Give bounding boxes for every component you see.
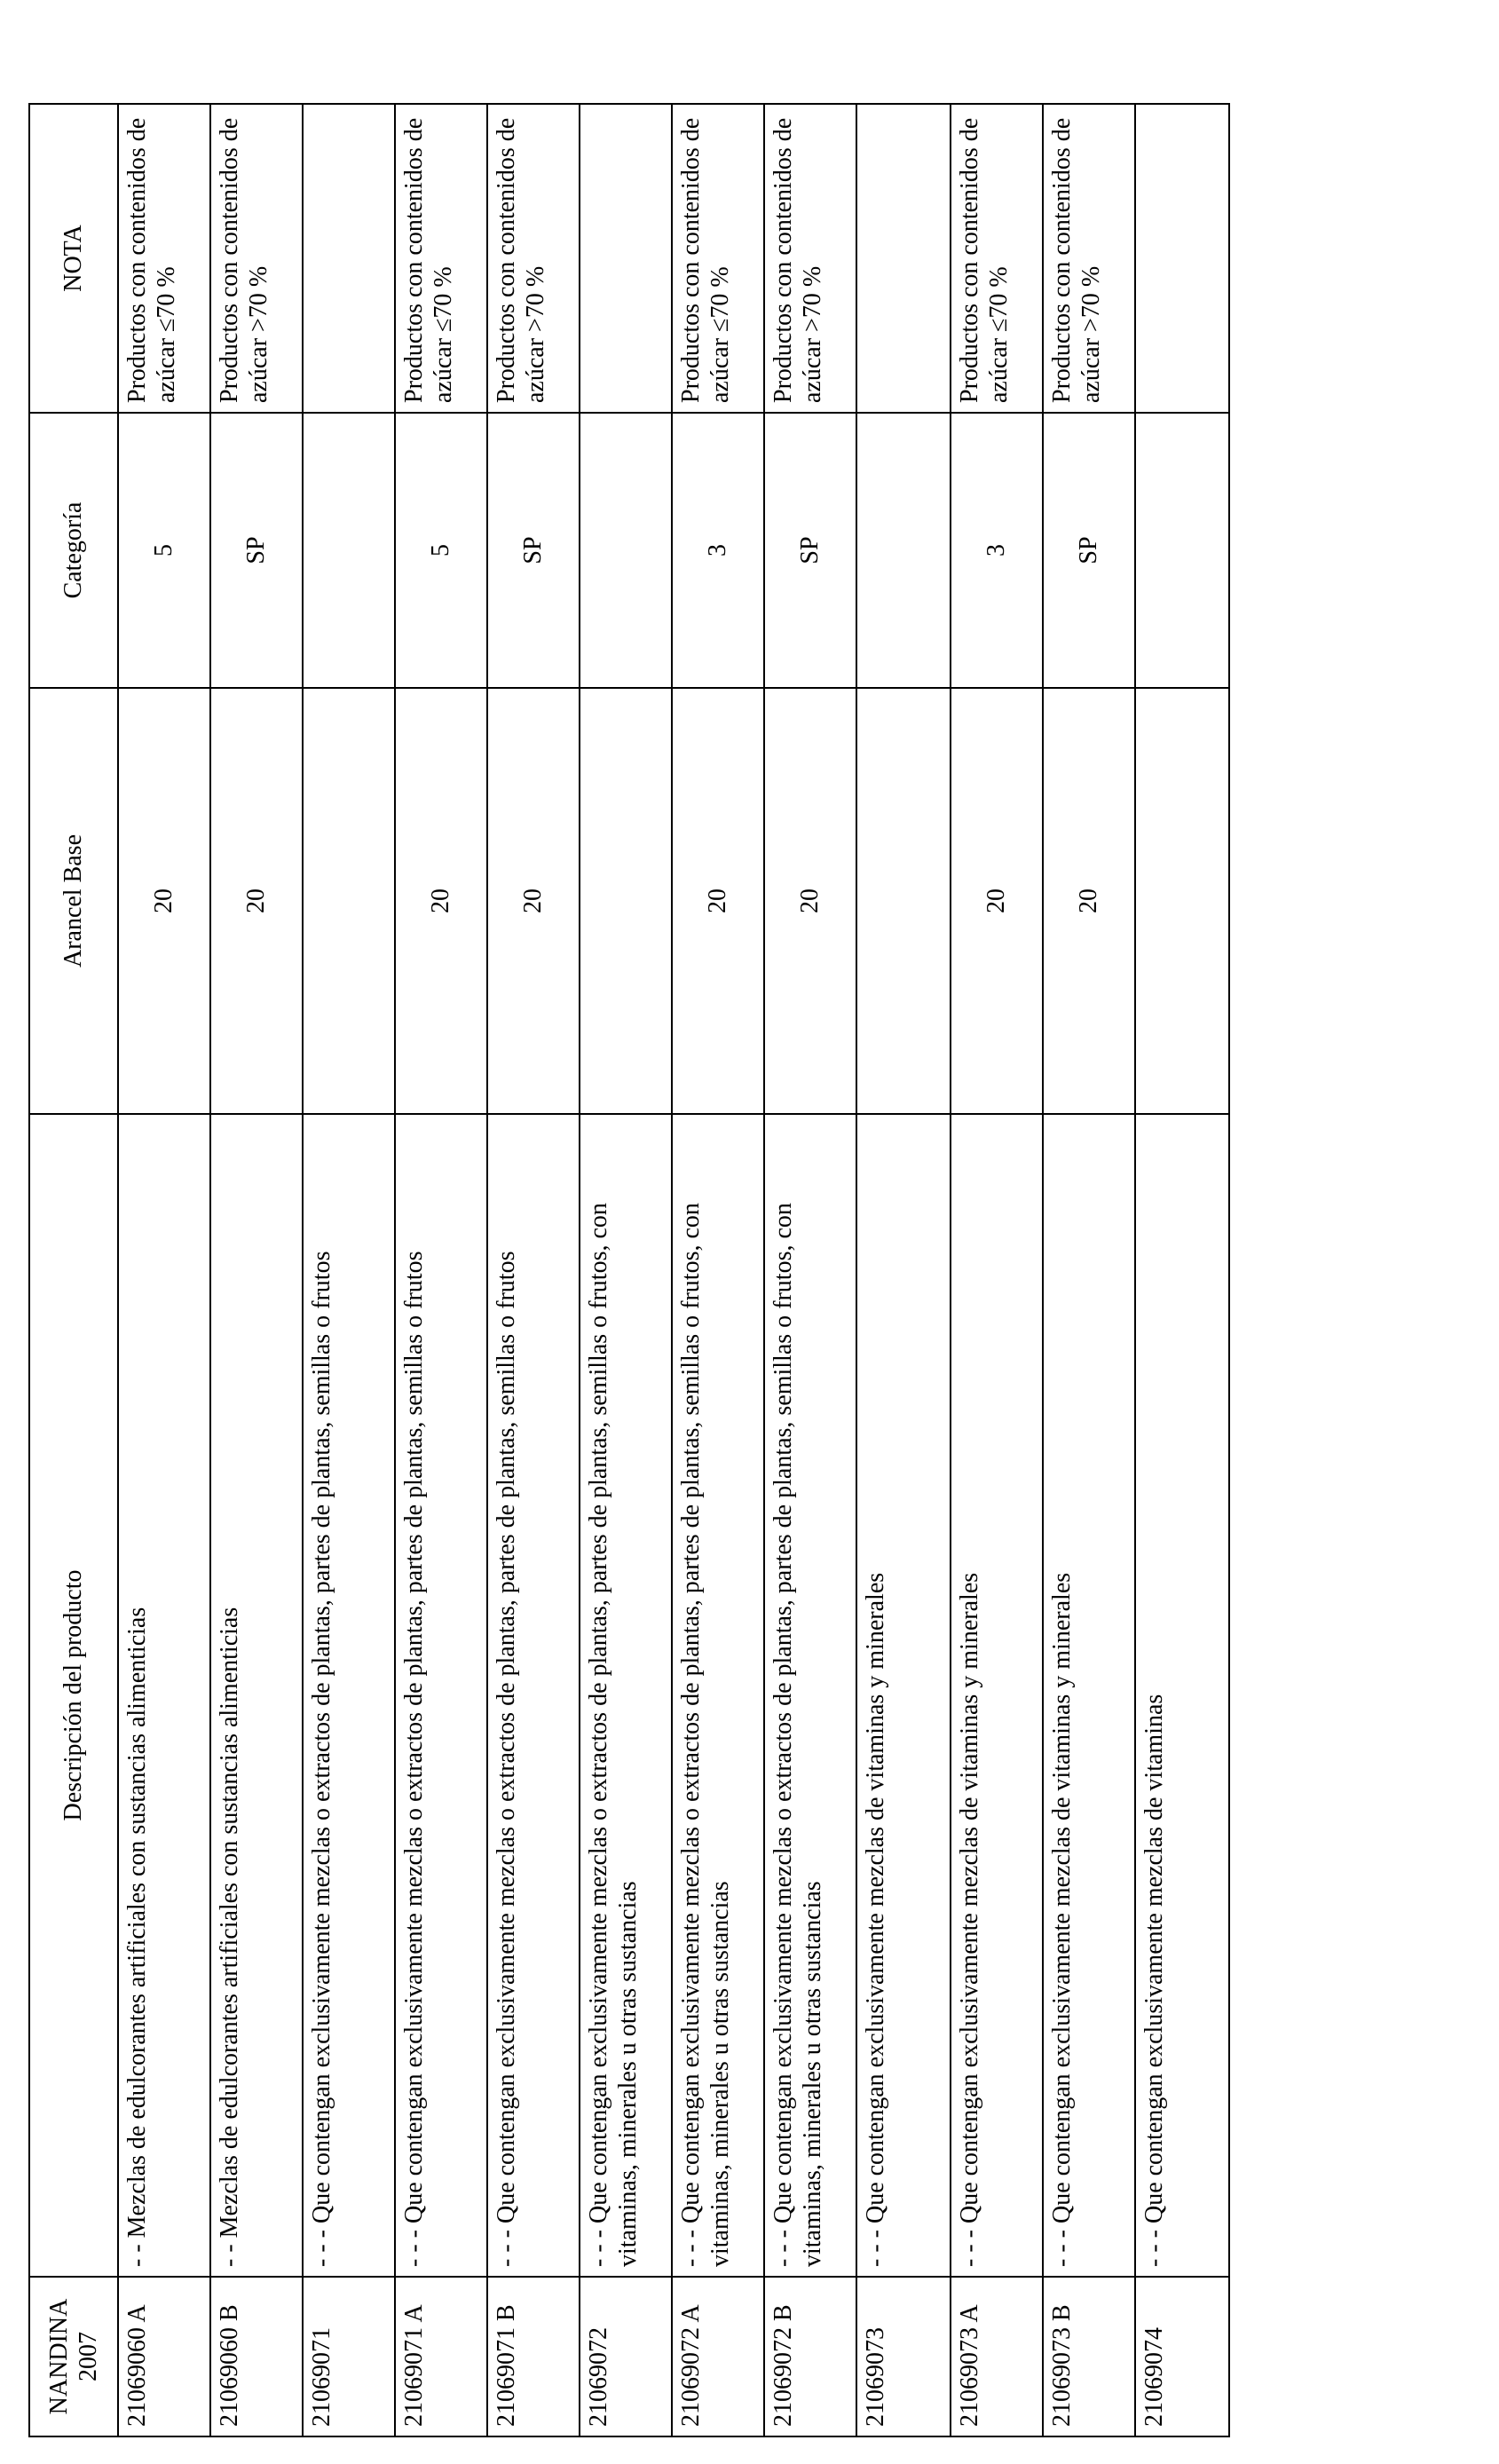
cell-category: SP — [487, 413, 580, 688]
cell-category: SP — [1043, 413, 1135, 688]
header-base-tariff: Arancel Base — [29, 688, 118, 1114]
cell-base-tariff: 20 — [764, 688, 856, 1114]
cell-note — [580, 104, 672, 413]
cell-base-tariff: 20 — [210, 688, 303, 1114]
header-row — [29, 104, 118, 2436]
cell-base-tariff — [856, 688, 951, 1114]
table-row — [764, 104, 856, 2436]
cell-description: - - - Que contengan exclusivamente mezclas o extractos de plantas, partes de plantas, semillas o frutos, con vitaminas, minerales u otras sustancias — [672, 1114, 764, 2277]
table-row — [395, 104, 487, 2436]
cell-description: - - - Que contengan exclusivamente mezclas o extractos de plantas, partes de plantas, semillas o frutos — [303, 1114, 395, 2277]
cell-code: 21069072 A — [672, 2277, 764, 2436]
cell-code: 21069071 — [303, 2277, 395, 2436]
table-row — [672, 104, 764, 2436]
cell-note: Productos con contenidos de azúcar ≤70 % — [951, 104, 1043, 413]
cell-description: - - - Que contengan exclusivamente mezclas o extractos de plantas, partes de plantas, semillas o frutos, con vitaminas, minerales u otras sustancias — [764, 1114, 856, 2277]
cell-description: - - - Que contengan exclusivamente mezclas o extractos de plantas, partes de plantas, semillas o frutos, con vitaminas, minerales u otras sustancias — [580, 1114, 672, 2277]
cell-note: Productos con contenidos de azúcar ≤70 % — [395, 104, 487, 413]
table-row — [1043, 104, 1135, 2436]
cell-description: - - - Que contengan exclusivamente mezclas o extractos de plantas, partes de plantas, semillas o frutos — [487, 1114, 580, 2277]
cell-base-tariff — [303, 688, 395, 1114]
table-row — [951, 104, 1043, 2436]
table-row — [118, 104, 210, 2436]
cell-category — [303, 413, 395, 688]
cell-code: 21069073 A — [951, 2277, 1043, 2436]
cell-code: 21069073 — [856, 2277, 951, 2436]
cell-note: Productos con contenidos de azúcar >70 % — [1043, 104, 1135, 413]
table-row — [1135, 104, 1229, 2436]
cell-code: 21069060 B — [210, 2277, 303, 2436]
cell-category: 5 — [118, 413, 210, 688]
cell-category — [580, 413, 672, 688]
cell-note: Productos con contenidos de azúcar >70 % — [210, 104, 303, 413]
cell-note — [303, 104, 395, 413]
table-row — [210, 104, 303, 2436]
cell-note: Productos con contenidos de azúcar ≤70 % — [672, 104, 764, 413]
header-category: Categoría — [29, 413, 118, 688]
cell-base-tariff — [1135, 688, 1229, 1114]
cell-base-tariff: 20 — [118, 688, 210, 1114]
cell-base-tariff: 20 — [1043, 688, 1135, 1114]
table-row — [303, 104, 395, 2436]
cell-base-tariff: 20 — [395, 688, 487, 1114]
cell-base-tariff: 20 — [672, 688, 764, 1114]
cell-note: Productos con contenidos de azúcar >70 % — [487, 104, 580, 413]
cell-category: 5 — [395, 413, 487, 688]
cell-description: - - Mezclas de edulcorantes artificiales con sustancias alimenticias — [118, 1114, 210, 2277]
tariff-table — [28, 103, 1230, 2437]
header-description: Descripción del producto — [29, 1114, 118, 2277]
cell-category: 3 — [672, 413, 764, 688]
cell-code: 21069073 B — [1043, 2277, 1135, 2436]
table-row — [856, 104, 951, 2436]
cell-code: 21069060 A — [118, 2277, 210, 2436]
cell-description: - - - Que contengan exclusivamente mezclas de vitaminas — [1135, 1114, 1229, 2277]
cell-code: 21069072 — [580, 2277, 672, 2436]
cell-base-tariff: 20 — [487, 688, 580, 1114]
cell-description: - - - Que contengan exclusivamente mezclas de vitaminas y minerales — [856, 1114, 951, 2277]
header-note: NOTA — [29, 104, 118, 413]
cell-base-tariff: 20 — [951, 688, 1043, 1114]
cell-category: SP — [210, 413, 303, 688]
header-nandina: NANDINA 2007 — [29, 2277, 118, 2436]
cell-code: 21069072 B — [764, 2277, 856, 2436]
cell-description: - - - Que contengan exclusivamente mezclas de vitaminas y minerales — [1043, 1114, 1135, 2277]
cell-category — [856, 413, 951, 688]
cell-category: 3 — [951, 413, 1043, 688]
cell-description: - - - Que contengan exclusivamente mezclas o extractos de plantas, partes de plantas, semillas o frutos — [395, 1114, 487, 2277]
cell-category: SP — [764, 413, 856, 688]
cell-note — [856, 104, 951, 413]
table-row — [580, 104, 672, 2436]
cell-note: Productos con contenidos de azúcar ≤70 % — [118, 104, 210, 413]
cell-code: 21069071 A — [395, 2277, 487, 2436]
cell-base-tariff — [580, 688, 672, 1114]
cell-category — [1135, 413, 1229, 688]
cell-code: 21069071 B — [487, 2277, 580, 2436]
rotated-table-page — [28, 105, 1179, 2437]
cell-code: 21069074 — [1135, 2277, 1229, 2436]
cell-note — [1135, 104, 1229, 413]
cell-description: - - Mezclas de edulcorantes artificiales con sustancias alimenticias — [210, 1114, 303, 2277]
table-row — [487, 104, 580, 2436]
cell-description: - - - Que contengan exclusivamente mezclas de vitaminas y minerales — [951, 1114, 1043, 2277]
cell-note: Productos con contenidos de azúcar >70 % — [764, 104, 856, 413]
